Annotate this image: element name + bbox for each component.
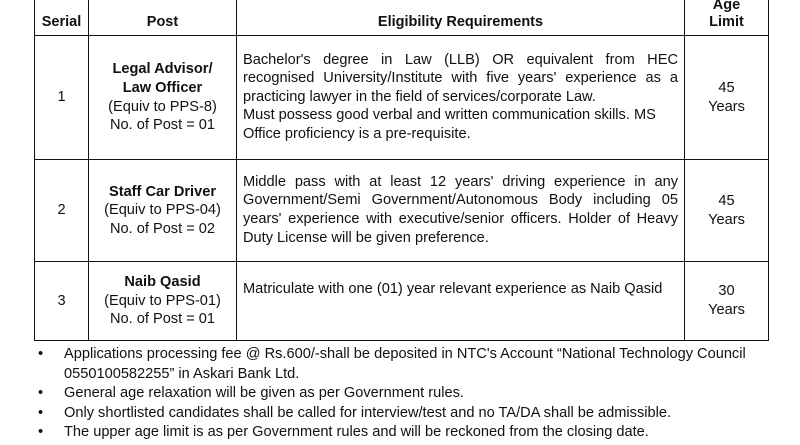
post-equivalence: (Equiv to PPS-8) (108, 98, 217, 115)
row-serial: 3 (35, 262, 89, 341)
age-unit: Years (708, 302, 745, 318)
post-title: Naib Qasid (124, 274, 201, 291)
table-header-row (35, 0, 769, 36)
age-value: 45 (718, 79, 735, 96)
vacancy-table (34, 0, 769, 341)
row-post (89, 262, 237, 341)
row-post (89, 160, 237, 262)
post-title: Legal Advisor/ (112, 61, 213, 78)
post-equivalence: (Equiv to PPS-04) (104, 202, 221, 219)
age-value: 30 (718, 283, 735, 300)
note-text: General age relaxation will be given as per Government rules. (64, 385, 464, 401)
header-post: Post (89, 0, 237, 36)
post-equivalence: (Equiv to PPS-01) (104, 292, 221, 309)
header-eligibility: Eligibility Requirements (237, 0, 685, 36)
note-text: Only shortlisted candidates shall be called for interview/test and no TA/DA shall be admissible. (64, 404, 672, 421)
note-text: Applications processing fee @ Rs.600/-shall be deposited in NTC's Account “National Technology Council 0550100582255” in Askari Bank Ltd. (64, 346, 746, 382)
post-count: No. of Post = 01 (109, 311, 216, 328)
table-row (35, 262, 769, 341)
row-age-limit (685, 160, 769, 262)
age-unit: Years (708, 98, 745, 115)
header-serial: Serial (35, 0, 89, 36)
eligibility-text: Must possess good verbal and written communication skills. MS Office proficiency is a pre-requisite. (243, 107, 656, 142)
note-text: The upper age limit is as per Government rules and will be reckoned from the closing date. (64, 424, 649, 440)
header-age-line1: Age (712, 0, 741, 13)
list-item (34, 384, 760, 404)
table-row (35, 160, 769, 262)
row-serial: 1 (35, 36, 89, 160)
bullet-icon: • (38, 424, 44, 440)
row-eligibility (237, 262, 685, 341)
header-age-limit (685, 0, 769, 36)
notes-list (34, 345, 760, 443)
eligibility-text: Bachelor's degree in Law (LLB) OR equivalent from HEC recognised University/Institute with five years' experience as a practicing lawyer in the field of services/corporate Law. (243, 51, 678, 105)
row-age-limit (685, 36, 769, 160)
post-count: No. of Post = 02 (109, 220, 216, 237)
list-item (34, 345, 760, 384)
bullet-icon: • (38, 404, 44, 421)
table-row (35, 36, 769, 160)
row-post (89, 36, 237, 160)
post-count: No. of Post = 01 (109, 117, 216, 134)
row-eligibility (237, 36, 685, 160)
row-eligibility (237, 160, 685, 262)
post-title-line2: Law Officer (122, 79, 203, 96)
row-serial: 2 (35, 160, 89, 262)
age-unit: Years (708, 211, 745, 228)
bullet-icon: • (38, 346, 44, 362)
eligibility-text: Matriculate with one (01) year relevant experience as Naib Qasid (243, 281, 663, 297)
header-age-line2: Limit (709, 14, 744, 30)
list-item (34, 423, 760, 443)
row-age-limit (685, 262, 769, 341)
age-value: 45 (718, 192, 735, 209)
post-title: Staff Car Driver (108, 183, 217, 200)
eligibility-text: Middle pass with at least 12 years' driving experience in any Government/Semi Government/Autonomous Body including 05 years' experience with executive/senior officers. Holder of Heavy Duty License will be given preference. (243, 173, 678, 246)
bullet-icon: • (38, 385, 44, 401)
list-item (34, 404, 760, 424)
